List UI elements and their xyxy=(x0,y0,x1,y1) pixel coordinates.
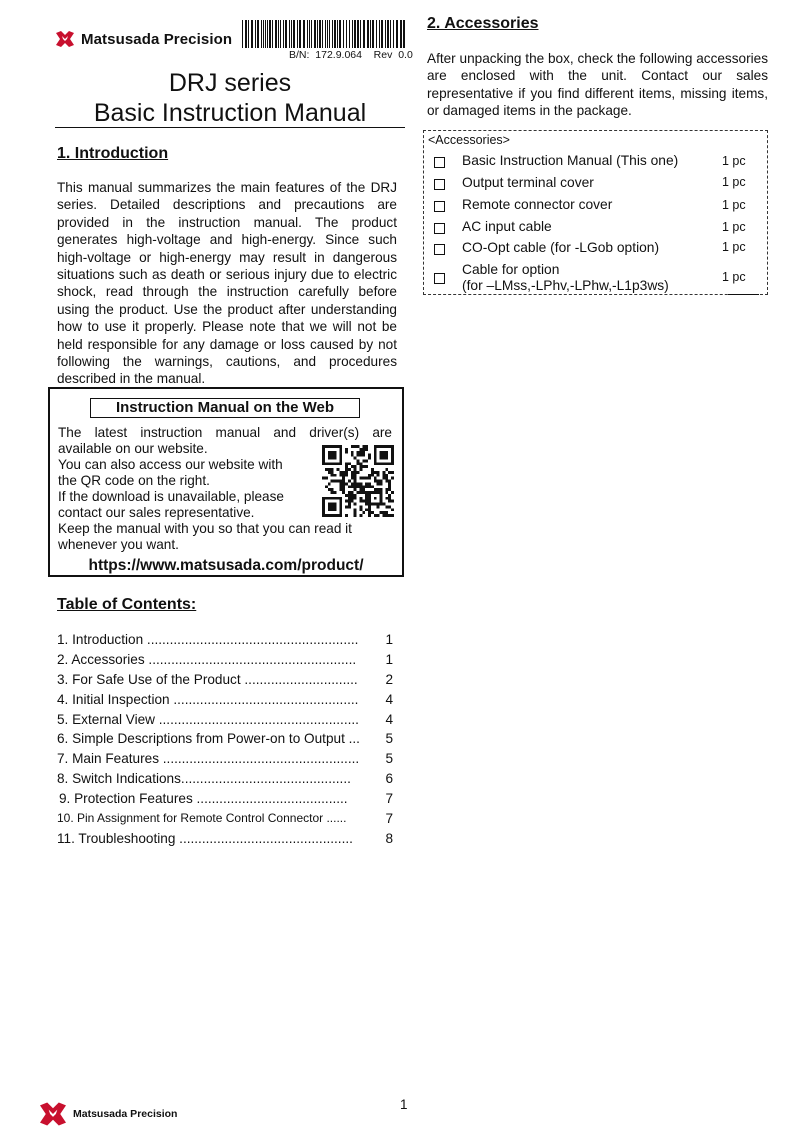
toc-item[interactable]: 4. Initial Inspection ................................................. 4 xyxy=(57,691,393,707)
web-manual-box xyxy=(48,387,404,577)
document-number: B/N: 172.9.064 Rev 0.0 xyxy=(289,49,413,61)
brand-name: Matsusada Precision xyxy=(81,30,233,48)
title-divider xyxy=(55,127,405,128)
bn-value: 172.9.064 xyxy=(315,49,362,61)
document-title: DRJ series Basic Instruction Manual xyxy=(93,69,367,127)
accessories-list: <Accessories> Basic Instruction Manual (This one) 1 pc Output terminal cover 1 pc Remote connector cover 1 pc AC input cable 1 pc CO-Opt cable (for -LGob option) 1 pc Cable for option (for –LMss,-LPhv,-LPhw,-L1p3ws) 1 pc xyxy=(423,130,768,295)
accessories-body: After unpacking the box, check the following accessories are enclosed with the unit. Contact our sales representative if you find different items, missing items, or damaged items in the package. xyxy=(427,51,768,119)
checkbox-icon[interactable] xyxy=(434,157,445,168)
toc-item[interactable]: 1. Introduction ........................................................ 1 xyxy=(57,632,393,647)
toc-heading: Table of Contents: xyxy=(57,596,197,613)
table-of-contents xyxy=(57,630,397,849)
toc-item[interactable]: 10. Pin Assignment for Remote Control Connector ...... 7 xyxy=(57,811,393,827)
checkbox-icon[interactable] xyxy=(434,179,445,190)
toc-item[interactable]: 11. Troubleshooting .............................................. 8 xyxy=(57,830,393,846)
page-number: 1 xyxy=(400,1097,408,1112)
checkbox-icon[interactable] xyxy=(434,223,445,234)
toc-item[interactable]: 8. Switch Indications............................................. 6 xyxy=(57,771,393,787)
accessories-list-title: <Accessories> xyxy=(428,133,510,147)
toc-item[interactable]: 2. Accessories ....................................................... 1 xyxy=(57,651,393,667)
qr-code[interactable] xyxy=(322,445,394,517)
toc-item[interactable]: 7. Main Features .................................................... 5 xyxy=(57,751,393,767)
qty-underline xyxy=(728,294,759,295)
intro-body: This manual summarizes the main features of the DRJ series. Detailed descriptions and precautions are provided in the instruction manual. The product generates high-voltage and high-energy. Since such high-voltage or high-energy may result in dangerous situations such as death or serious injury due to electric shock, read through the instruction carefully before using the product. Use the product after understanding how to use it properly. Please note that we will not be held responsible for any damage or loss caused by not following the warnings, cautions, and procedures described in the manual. xyxy=(57,180,397,387)
matsusada-logo-icon xyxy=(55,30,75,48)
checkbox-icon[interactable] xyxy=(434,201,445,212)
product-url-link[interactable]: https://www.matsusada.com/product/ xyxy=(88,557,364,574)
rev-value: 0.0 xyxy=(398,49,413,61)
footer-logo xyxy=(38,1101,177,1127)
checkbox-icon[interactable] xyxy=(434,244,445,255)
toc-item[interactable]: 3. For Safe Use of the Product .............................. 2 xyxy=(57,671,393,687)
toc-item[interactable]: 9. Protection Features ........................................ 7 xyxy=(59,791,393,807)
intro-heading: 1. Introduction xyxy=(57,145,169,162)
web-manual-text: The latest instruction manual and driver(s) are available on our website. You can also access our website with the QR code on the right. If the download is unavailable, please contact our sales representative. Keep the manual with you so that you can read it whenever you want. xyxy=(58,425,392,552)
brand-logo xyxy=(55,30,232,48)
toc-item[interactable]: 5. External View ..................................................... 4 xyxy=(57,711,393,727)
web-manual-heading: Instruction Manual on the Web xyxy=(90,398,360,418)
accessories-heading: 2. Accessories xyxy=(427,15,539,32)
checkbox-icon[interactable] xyxy=(434,273,445,284)
toc-item[interactable]: 6. Simple Descriptions from Power-on to Output ... 5 xyxy=(57,731,393,747)
barcode xyxy=(241,20,407,48)
matsusada-logo-icon xyxy=(38,1101,68,1127)
footer-brand-name: Matsusada Precision xyxy=(73,1108,178,1120)
